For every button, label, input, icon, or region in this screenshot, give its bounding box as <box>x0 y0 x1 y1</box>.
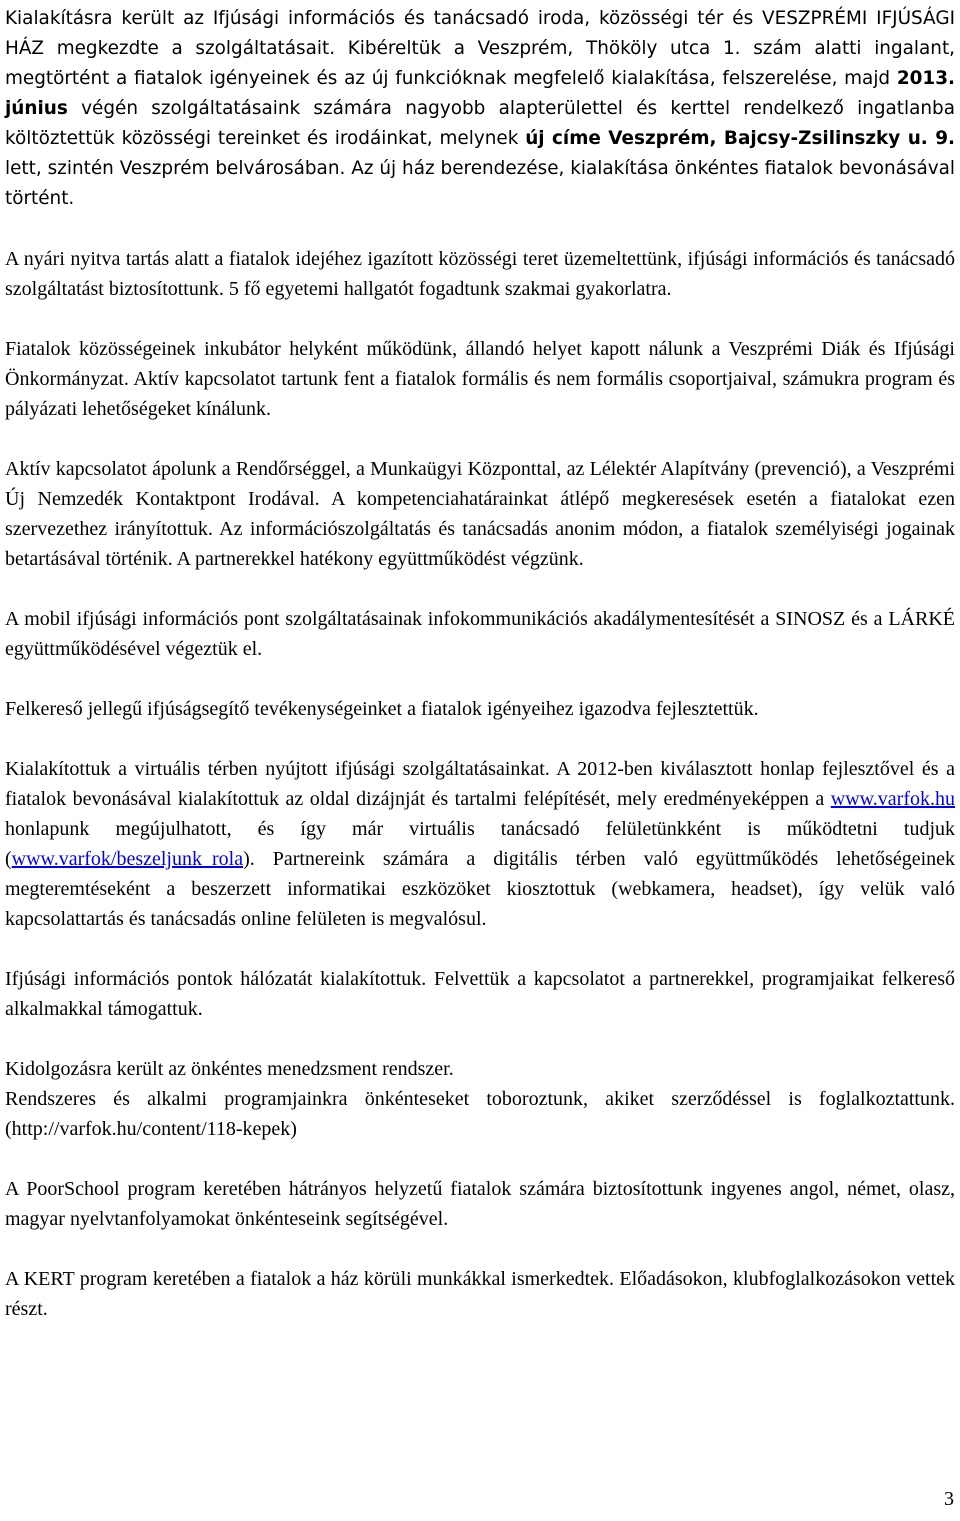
paragraph-kert-program: A KERT program keretében a fiatalok a ház körüli munkákkal ismerkedtek. Előadásokon, klubfoglalkozásokon vettek részt. <box>5 1268 955 1320</box>
paragraph-youth-house <box>5 4 955 214</box>
beszeljunk-rola-link[interactable]: www.varfok/beszeljunk_rola <box>11 848 244 870</box>
paragraph-incubator: Fiatalok közösségeinek inkubátor helyként működünk, állandó helyet kapott nálunk a Veszprémi Diák és Ifjúsági Önkormányzat. Aktív kapcsolatot tartunk fent a fiatalok formális és nem formális csoportjaival, számukra program és pályázati lehetőségeket kínálunk. <box>5 338 955 420</box>
paragraph-text: ). Partnereink számára a digitális térben való együttműködés lehetőségeinek megteremtéseként a beszerzett informatikai eszközöket kiosztottuk (webkamera, headset), így velük való kapcsolattartás és tanácsadás online felületen is megvalósul. <box>5 848 955 930</box>
paragraph-mobile-info: A mobil ifjúsági információs pont szolgáltatásainak infokommunikációs akadálymentesítését a SINOSZ és a LÁRKÉ együttműködésével végeztük el. <box>5 608 955 660</box>
paragraph-text: Kialakításra került az Ifjúsági információs és tanácsadó iroda, közösségi tér és VESZPRÉMI IFJÚSÁGI HÁZ megkezdte a szolgáltatásait. Kibéreltük a Veszprém, Thököly utca 1. szám alatti ingalant, megtörtént a fiatalok igényeinek és az új funkcióknak megfelelő kialakítása, felszerelése, majd <box>5 8 955 89</box>
paragraph-text: végén szolgáltatásaink számára nagyobb alapterülettel és kerttel rendelkező ingatlanba költöztettük közösségi tereinket és irodáinkat, melynek <box>5 98 955 149</box>
paragraph-text: lett, szintén Veszprém belvárosában. Az új ház berendezése, kialakítása önkéntes fiatalok bevonásával történt. <box>5 158 955 209</box>
new-address-text: új címe Veszprém, Bajcsy-Zsilinszky u. 9. <box>525 128 955 149</box>
paragraph-virtual-services <box>5 754 955 934</box>
paragraph-text: honlapunk megújulhatott, és így már virtuális tanácsadó felületünkként is működtetni tudjuk ( <box>5 818 955 870</box>
paragraph-volunteer-recruitment: Rendszeres és alkalmi programjainkra önkénteseket toboroztunk, akiket szerződéssel is foglalkoztattunk. (http://varfok.hu/content/118-kepek) <box>5 1088 955 1140</box>
year-text: 2013. <box>896 68 955 89</box>
paragraph-outreach: Felkereső jellegű ifjúságsegítő tevékenységeinket a fiatalok igényeihez igazodva fejlesztettük. <box>5 698 759 720</box>
document-page <box>5 4 955 1354</box>
paragraph-summer-opening: A nyári nyitva tartás alatt a fiatalok idejéhez igazított közösségi teret üzemeltettünk, ifjúsági információs és tanácsadó szolgáltatást biztosítottunk. 5 fő egyetemi hallgatót fogadtunk szakmai gyakorlatra. <box>5 248 955 300</box>
varfok-link[interactable]: www.varfok.hu <box>830 788 955 810</box>
paragraph-info-points: Ifjúsági információs pontok hálózatát kialakítottuk. Felvettük a kapcsolatot a partnerekkel, programjaikat felkereső alkalmakkal támogattuk. <box>5 968 955 1020</box>
paragraph-text: Kialakítottuk a virtuális térben nyújtott ifjúsági szolgáltatásainkat. A 2012-ben kiválasztott honlap fejlesztővel és a fiatalok bevonásával kialakítottuk az oldal dizájnját és tartalmi felépítését, mely eredményeképpen a <box>5 758 955 810</box>
month-text: június <box>5 98 68 119</box>
paragraph-poorschool: A PoorSchool program keretében hátrányos helyzetű fiatalok számára biztosítottunk ingyenes angol, német, olasz, magyar nyelvtanfolyamokat önkénteseink segítségével. <box>5 1178 955 1230</box>
paragraph-volunteer-system: Kidolgozásra került az önkéntes menedzsment rendszer. <box>5 1058 454 1080</box>
paragraph-partners: Aktív kapcsolatot ápolunk a Rendőrséggel, a Munkaügyi Központtal, az Lélektér Alapítvány (prevenció), a Veszprémi Új Nemzedék Kontaktpont Irodával. A kompetenciahatárainkat átlépő megkeresések esetén a fiatalokat ezen szervezethez irányítottuk. Az információszolgáltatás és tanácsadás anonim módon, a fiatalok személyiségi jogainak betartásával történik. A partnerekkel hatékony együttműködést végzünk. <box>5 458 955 570</box>
page-number: 3 <box>944 1488 954 1510</box>
